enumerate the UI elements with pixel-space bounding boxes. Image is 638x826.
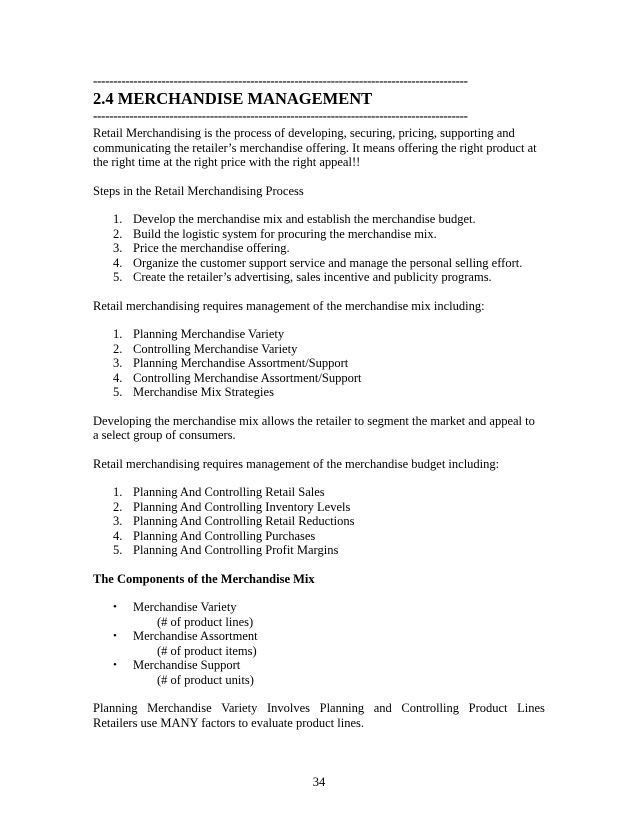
closing-word: Planning	[319, 701, 365, 715]
list-item	[93, 342, 545, 357]
item-text: Planning Merchandise Assortment/Support	[133, 356, 349, 370]
components-heading: The Components of the Merchandise Mix	[93, 571, 315, 586]
item-text: Organize the customer support service and manage the personal selling effort.	[133, 255, 523, 270]
item-number: 3.	[113, 514, 123, 528]
item-number: 1.	[113, 327, 123, 341]
list-item	[93, 629, 545, 658]
mix-heading: Retail merchandising requires management of the merchandise mix including:	[93, 298, 485, 313]
budget-list	[93, 485, 545, 558]
item-number: 5.	[113, 543, 123, 557]
list-item	[93, 212, 545, 227]
list-item	[93, 543, 545, 558]
item-text: Planning And Controlling Profit Margins	[133, 543, 339, 557]
item-text: Planning And Controlling Inventory Levels	[133, 499, 351, 514]
item-text: Build the logistic system for procuring the merchandise mix.	[133, 226, 437, 241]
item-text: Planning And Controlling Purchases	[133, 528, 316, 543]
list-item	[93, 371, 545, 386]
list-item	[93, 529, 545, 544]
list-item	[93, 658, 545, 687]
component-sub: (# of product units)	[157, 672, 254, 687]
list-item	[93, 500, 545, 515]
item-text: Planning Merchandise Variety	[133, 327, 285, 341]
component-sub: (# of product lines)	[157, 614, 254, 629]
intro-line: the right time at the right price with the right appeal!!	[93, 155, 361, 169]
component-label: Merchandise Support	[133, 658, 241, 672]
budget-heading: Retail merchandising requires management of the merchandise budget including:	[93, 456, 500, 471]
intro-paragraph	[93, 126, 545, 170]
item-number: 3.	[113, 356, 123, 370]
component-sub: (# of product items)	[157, 643, 257, 658]
closing-line-justified	[93, 701, 545, 716]
item-number: 4.	[113, 528, 123, 543]
bullet-icon: •	[113, 601, 117, 613]
segment-paragraph	[93, 414, 545, 443]
closing-word: Lines	[517, 701, 545, 715]
section-title: 2.4 MERCHANDISE MANAGEMENT	[93, 89, 373, 108]
item-text: Planning And Controlling Retail Reductions	[133, 514, 355, 528]
components-list	[93, 600, 545, 687]
steps-heading: Steps in the Retail Merchandising Process	[93, 183, 304, 198]
closing-word: and	[373, 701, 392, 715]
component-label: Merchandise Variety	[133, 600, 237, 614]
item-number: 5.	[113, 270, 123, 284]
item-number: 5.	[113, 385, 123, 399]
closing-word: Planning	[93, 701, 138, 715]
list-item	[93, 241, 545, 256]
mix-list	[93, 327, 545, 400]
intro-line: communicating the retailer’s merchandise offering. It means offering the right product at	[93, 140, 537, 155]
document-page	[93, 60, 545, 730]
segment-line: a select group of consumers.	[93, 428, 236, 442]
page-number: 34	[312, 775, 326, 789]
item-number: 4.	[113, 255, 123, 270]
list-item	[93, 256, 545, 271]
list-item	[93, 600, 545, 629]
closing-word: Involves	[266, 701, 311, 715]
item-text: Develop the merchandise mix and establish the merchandise budget.	[133, 212, 476, 226]
item-text: Merchandise Mix Strategies	[133, 385, 274, 399]
list-item	[93, 270, 545, 285]
list-item	[93, 485, 545, 500]
bullet-icon: •	[113, 659, 117, 671]
item-text: Controlling Merchandise Variety	[133, 341, 298, 356]
closing-line: Retailers use MANY factors to evaluate product lines.	[93, 715, 364, 730]
item-text: Price the merchandise offering.	[133, 241, 290, 255]
closing-paragraph	[93, 701, 545, 730]
bottom-divider: ---------------------------------------------------------------------------------------------	[93, 108, 468, 123]
closing-word: Merchandise	[147, 701, 212, 715]
item-number: 3.	[113, 241, 123, 255]
steps-list	[93, 212, 545, 285]
item-number: 1.	[113, 485, 123, 499]
component-label: Merchandise Assortment	[133, 629, 258, 643]
item-text: Planning And Controlling Retail Sales	[133, 485, 325, 499]
intro-line: Retail Merchandising is the process of developing, securing, pricing, supporting and	[93, 126, 515, 140]
bullet-icon: •	[113, 630, 117, 642]
list-item	[93, 356, 545, 371]
segment-line: Developing the merchandise mix allows the retailer to segment the market and appeal to	[93, 413, 535, 428]
list-item	[93, 514, 545, 529]
closing-word: Controlling	[401, 701, 460, 715]
item-number: 4.	[113, 370, 123, 385]
item-number: 2.	[113, 499, 123, 514]
item-number: 2.	[113, 226, 123, 241]
list-item	[93, 327, 545, 342]
closing-word: Variety	[221, 701, 258, 715]
list-item	[93, 227, 545, 242]
closing-word: Product	[468, 701, 508, 715]
item-text: Controlling Merchandise Assortment/Support	[133, 370, 362, 385]
item-number: 2.	[113, 341, 123, 356]
item-text: Create the retailer’s advertising, sales incentive and publicity programs.	[133, 270, 492, 284]
item-number: 1.	[113, 212, 123, 226]
list-item	[93, 385, 545, 400]
top-divider: ---------------------------------------------------------------------------------------------	[93, 73, 468, 88]
